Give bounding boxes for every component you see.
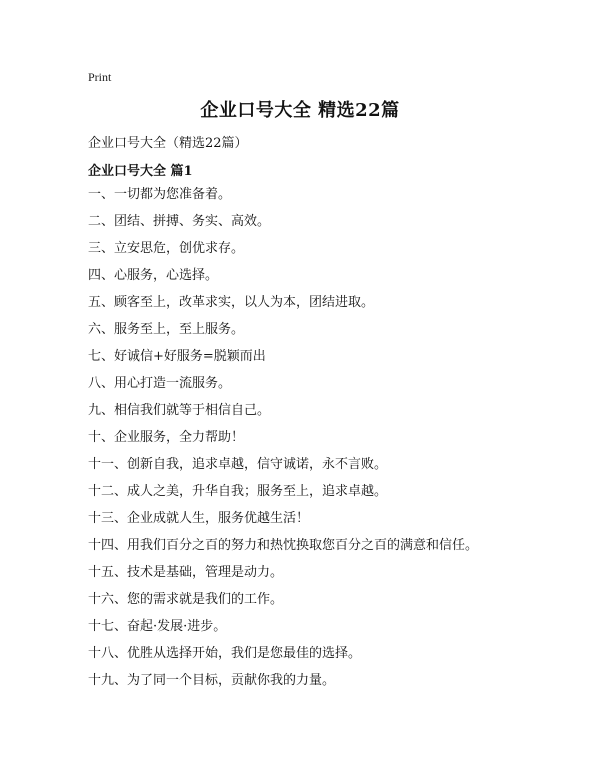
slogan-list — [88, 186, 478, 699]
slogan-item: 十八、优胜从选择开始，我们是您最佳的选择。 — [88, 646, 362, 661]
slogan-item: 十一、创新自我，追求卓越，信守诚诺，永不言败。 — [88, 457, 388, 472]
slogan-item: 二、团结、拼搏、务实、高效。 — [88, 214, 271, 229]
section-heading: 企业口号大全 篇1 — [88, 164, 193, 179]
slogan-item: 十九、为了同一个目标，贡献你我的力量。 — [88, 673, 336, 688]
slogan-item: 十三、企业成就人生，服务优越生活！ — [88, 511, 310, 526]
slogan-item: 五、顾客至上，改革求实，以人为本，团结进取。 — [88, 295, 375, 310]
document-subtitle: 企业口号大全（精选22篇） — [88, 136, 248, 151]
slogan-item: 八、用心打造一流服务。 — [88, 376, 232, 391]
slogan-item: 十二、成人之美，升华自我；服务至上，追求卓越。 — [88, 484, 388, 499]
slogan-item: 十四、用我们百分之百的努力和热忱换取您百分之百的满意和信任。 — [88, 538, 479, 553]
slogan-item: 一、一切都为您准备着。 — [88, 187, 232, 202]
slogan-item: 十、企业服务，全力帮助！ — [88, 430, 245, 445]
slogan-item: 十六、您的需求就是我们的工作。 — [88, 592, 284, 607]
slogan-item: 九、相信我们就等于相信自己。 — [88, 403, 271, 418]
document-title: 企业口号大全 精选22篇 — [200, 100, 400, 121]
slogan-item: 十七、奋起·发展·进步。 — [88, 619, 227, 634]
slogan-item: 十五、技术是基础，管理是动力。 — [88, 565, 284, 580]
print-link[interactable]: Print — [88, 70, 112, 84]
slogan-item: 七、好诚信+好服务=脱颖而出 — [88, 349, 266, 364]
slogan-item: 六、服务至上，至上服务。 — [88, 322, 245, 337]
slogan-item: 三、立安思危，创优求存。 — [88, 241, 245, 256]
slogan-item: 四、心服务，心选择。 — [88, 268, 219, 283]
